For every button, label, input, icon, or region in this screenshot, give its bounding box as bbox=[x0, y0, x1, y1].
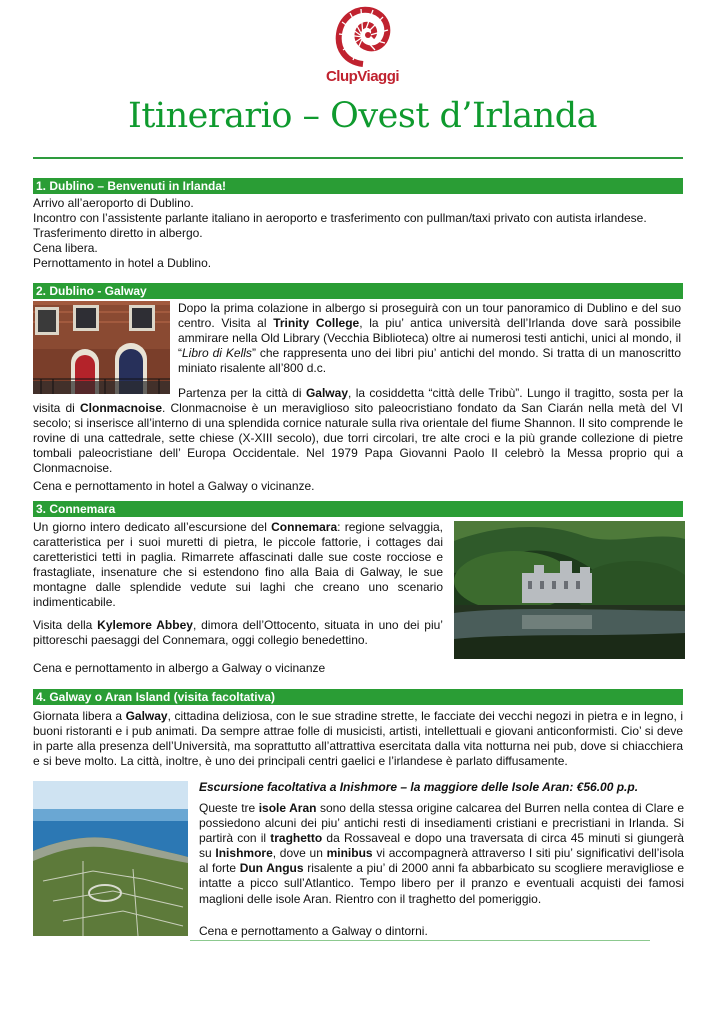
text: Partenza per la città di bbox=[178, 386, 306, 400]
brand-logo bbox=[0, 6, 725, 85]
text: . Clonmacnoise è un meraviglioso sito paleocristiano fondato da San Ciarán nella metà del VI secolo; si inserisce all’interno di una splendida cornice naturale sulla riva orientale del fiume Shannon. Il sito comprende le rovine di una cattedrale, sette chiese (X-XIII secolo), due torri circolari, tre alte croci e la più grande collezione di pietre tombali paleocristiane dell’ Europa Occidentale. Nel 1979 Papa Giovanni Paolo II celebrò la Messa proprio qui a Clonmacnoise. bbox=[33, 401, 683, 476]
section-4-closing: Cena e pernottamento a Galway o dintorni. bbox=[199, 924, 428, 938]
section-4-paragraph-1 bbox=[33, 709, 683, 769]
text: , la cosiddetta “città delle Tribù”. Lungo il tragitto, sosta per la visita di bbox=[33, 386, 683, 416]
text: ” che rappresenta uno dei libri piu’ antichi del mondo. Si tratta di un manoscritto miniato risalente all’800 d.c. bbox=[178, 346, 682, 376]
text: , dimora dell’Ottocento, situata in uno dei piu’ pittoreschi paesaggi del Connemara, oggi collegio benedettino. bbox=[33, 618, 443, 648]
section-4-paragraph-2 bbox=[199, 801, 684, 907]
galway-bold: Galway bbox=[305, 386, 348, 400]
clonmacnoise-bold: Clonmacnoise bbox=[79, 401, 163, 416]
text: sono della stessa origine calcarea del Burren nella contea di Clare e possiedono alcuni dei piu’ antichi resti di insediamenti cristiani e precristiani in Irlanda. Si partirà con il bbox=[199, 801, 684, 846]
brand-name: ClupViaggi bbox=[325, 68, 400, 85]
title-divider bbox=[33, 157, 683, 159]
inishmore-cliffs-photo bbox=[33, 781, 188, 936]
text: , dove un bbox=[272, 846, 327, 861]
section-2-closing: Cena e pernottamento in hotel a Galway o vicinanze. bbox=[33, 479, 315, 493]
section-2-paragraph-1 bbox=[178, 301, 681, 376]
nautilus-shell-icon bbox=[335, 6, 391, 68]
text: vi accompagnerà attraverso I siti piu’ significativi dell’isola al forte bbox=[199, 846, 684, 876]
section-heading-3: 3. Connemara bbox=[33, 501, 683, 517]
section-1-line: Incontro con l’assistente parlante italiano in aeroporto e trasferimento con pullman/taxi privato con autista irlandese. bbox=[33, 211, 647, 226]
galway-bold: Galway bbox=[125, 709, 168, 723]
libro-di-kells-italic: Libro di Kells bbox=[182, 346, 252, 361]
page-title: Itinerario – Ovest d’Irlanda bbox=[128, 96, 597, 136]
text: Queste tre bbox=[199, 801, 259, 815]
section-1-line: Trasferimento diretto in albergo. bbox=[33, 226, 203, 241]
text: risalente a piu’ di 2000 anni fa abbarbicato su scogliere meravigliose e intatte a picco sull’Atlantico. Tempo libero per il pranzo e eventuali acquisti dei famosi maglioni delle isole Aran. Rientro con il traghetto del pomeriggio. bbox=[199, 861, 685, 906]
trinity-college-bold: Trinity College bbox=[273, 316, 360, 331]
section-1-line: Arrivo all’aeroporto di Dublino. bbox=[33, 196, 194, 210]
inishmore-bold: Inishmore bbox=[215, 846, 273, 861]
traghetto-bold: traghetto bbox=[270, 831, 323, 846]
kylemore-abbey-photo bbox=[454, 521, 685, 659]
section-1-body bbox=[33, 196, 693, 271]
text: , la piu’ antica università dell’Irlanda dove sarà possibile ammirare nella Old Library (Vecchia Biblioteca) oltre ai numerosi testi antichi, unici al mondo, il “ bbox=[178, 316, 682, 361]
section-2-paragraph-2 bbox=[33, 386, 683, 477]
bottom-divider bbox=[190, 940, 650, 941]
section-1-line: Cena libera. bbox=[33, 241, 98, 256]
dublin-doors-photo bbox=[33, 301, 170, 394]
text: , cittadina deliziosa, con le sue stradine strette, le facciate dei vecchi negozi in pietra e in legno, i buoni ristoranti e i pub animati. Da sempre attrae folle di musicisti, artisti, intellettuali e giovani anticonformisti. Cio’ si deve in parte alla presenza dell’Università, ma soprattutto all’attrattiva esercitata dalla vita notturna nei pub, dove si chiacchiera e si beve molto. La città, inoltre, è uno dei principali centri gaelici e l’irlandese è parlato diffusamente. bbox=[33, 709, 683, 769]
section-heading-2: 2. Dublino - Galway bbox=[33, 283, 683, 299]
text: da Rossaveal e dopo una traversata di circa 45 minuti si giungerà su bbox=[199, 831, 684, 861]
text: : regione selvaggia, caratteristica per i suoi muretti di pietra, le piccole fattorie, i cottages dai caretteristici tetti in paglia. Rimarrete affascinati dalle sue coste rocciose e frastagliate, insenature che si estendono fino alla Baia di Galway, le sue montagne dalle splendide vedute sui laghi che creano uno scenario indimenticabile. bbox=[33, 520, 443, 610]
isole-aran-bold: isole Aran bbox=[258, 801, 317, 815]
text: Un giorno intero dedicato all’escursione del bbox=[33, 520, 272, 534]
text: Dopo la prima colazione in albergo si proseguirà con un tour panoramico di Dublino e del suo centro. Visita al bbox=[178, 301, 681, 331]
excursion-title: Escursione facoltativa a Inishmore – la maggiore delle Isole Aran: €56.00 p.p. bbox=[199, 780, 639, 794]
text: Visita della bbox=[33, 618, 98, 632]
section-3-paragraph-1 bbox=[33, 520, 443, 611]
text: Giornata libera a bbox=[33, 709, 126, 723]
kylemore-abbey-bold: Kylemore Abbey bbox=[97, 618, 193, 632]
section-1-line: Pernottamento in hotel a Dublino. bbox=[33, 256, 212, 271]
minibus-bold: minibus bbox=[326, 846, 373, 861]
dun-angus-bold: Dun Angus bbox=[239, 861, 304, 876]
section-3-paragraph-2 bbox=[33, 618, 443, 648]
connemara-bold: Connemara bbox=[271, 520, 338, 534]
section-3-closing: Cena e pernottamento in albergo a Galway o vicinanze bbox=[33, 661, 326, 675]
section-heading-1: 1. Dublino – Benvenuti in Irlanda! bbox=[33, 178, 683, 194]
section-heading-4: 4. Galway o Aran Island (visita facoltativa) bbox=[33, 689, 683, 705]
